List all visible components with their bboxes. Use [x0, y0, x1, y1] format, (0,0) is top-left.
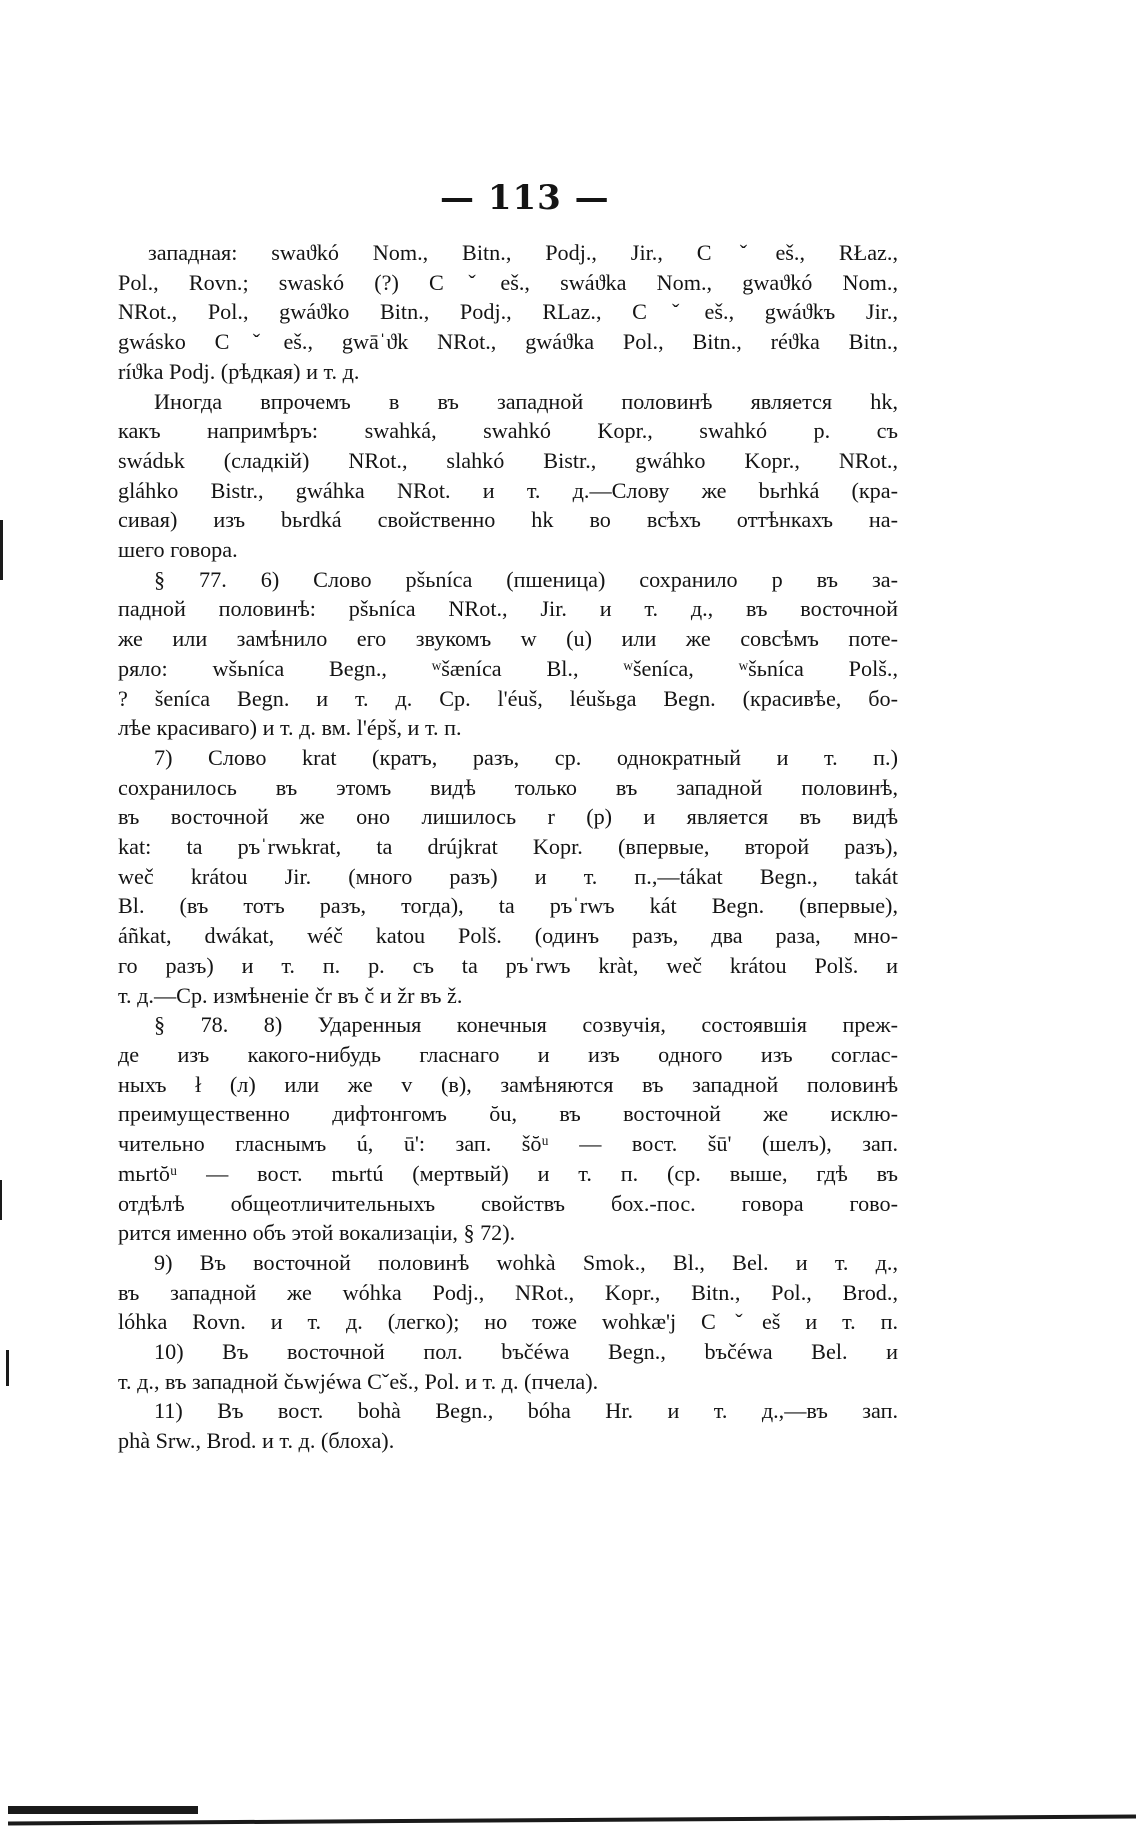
text-line: kat: ta pъˈrwьkrat, ta drújkrat Kopr. (впервые, второй разъ),: [118, 834, 898, 860]
text-line: ряло: wšьníca Begn., ʷšæníca Bl., ʷšeníca, ʷšьníca Polš.,: [118, 655, 898, 681]
text-line: áñkat, dwákat, wéč katou Polš. (одинъ разъ, два раза, мно-: [118, 923, 898, 949]
text-line: Pol., Rovn.; swaskó (?) Cˇeš., swáϑka Nom., gwaϑkó Nom.,: [118, 269, 898, 295]
text-line: сивая) изъ bьrdká свойственно hk во всѣхъ оттѣнкахъ на-: [118, 507, 898, 533]
scan-edge-mark: [0, 520, 3, 580]
text-line: § 77. 6) Слово pšьníca (пшеница) сохранило p въ за-: [154, 566, 898, 592]
text-line: преимущественно дифтонгомъ ŏu, въ восточной же исклю-: [118, 1101, 898, 1127]
body-text: [118, 238, 898, 1456]
text-line: ríϑka Podj. (рѣдкая) и т. д.: [118, 358, 360, 384]
text-line: шего говора.: [118, 537, 238, 563]
text-line: Bl. (въ тотъ разъ, тогда), ta pъˈrwъ kát Begn. (впервые),: [118, 893, 898, 919]
scan-bottom-rule: [8, 1815, 1136, 1826]
text-line: рится именно объ этой вокализаціи, § 72).: [118, 1220, 516, 1246]
text-line: въ западной же wóhka Podj., NRot., Kopr., Bitn., Pol., Brod.,: [118, 1279, 898, 1305]
text-line: weč krátou Jir. (много разъ) и т. п.,—tákat Begn., takát: [118, 863, 898, 889]
text-line: 10) Въ восточной пол. bъčéwa Begn., bъčéwa Bel. и: [154, 1339, 898, 1365]
text-line: lóhka Rovn. и т. д. (легко); но тоже wohkæ'j Cˇeš и т. п.: [118, 1309, 898, 1335]
text-line: gláhko Bistr., gwáhka NRot. и т. д.—Слову же bьrhká (кра-: [118, 477, 898, 503]
text-line: отдѣлѣ общеотличительныхъ свойствъ бох.-пос. говора гово-: [118, 1190, 898, 1216]
text-line: въ восточной же оно лишилось r (р) и является въ видѣ: [118, 804, 898, 830]
text-line: swádьk (сладкій) NRot., slahkó Bistr., gwáhko Kopr., NRot.,: [118, 447, 898, 473]
text-line: сохранилось въ этомъ видѣ только въ западной половинѣ,: [118, 774, 898, 800]
text-line: чительно гласнымъ ú, ū': зап. šŏᵘ — вост. šū' (шелъ), зап.: [118, 1131, 898, 1157]
page-number: — 113 —: [440, 178, 610, 218]
text-line: phà Srw., Brod. и т. д. (блоха).: [118, 1428, 395, 1454]
text-line: § 78. 8) Ударенныя конечныя созвучія, состоявшія преж-: [154, 1012, 898, 1038]
text-line: ныхъ ł (л) или же v (в), замѣняются въ западной половинѣ: [118, 1071, 898, 1097]
text-line: Иногда впрочемъ в въ западной половинѣ является hk,: [154, 388, 898, 414]
scan-edge-mark: [6, 1350, 9, 1386]
scan-bottom-edge: [8, 1806, 198, 1814]
text-line: де изъ какого-нибудь гласнаго и изъ одного изъ соглас-: [118, 1041, 898, 1067]
text-line: mьrtŏᵘ — вост. mьrtú (мертвый) и т. п. (ср. выше, гдѣ въ: [118, 1160, 898, 1186]
text-line: 9) Въ восточной половинѣ wohkà Smok., Bl., Bel. и т. д.,: [154, 1249, 898, 1275]
text-line: gwásko Cˇeš., gwāˈϑk NRot., gwáϑka Pol., Bitn., réϑka Bitn.,: [118, 329, 898, 355]
text-line: т. д.—Ср. измѣненіе čr въ č и žr въ ž.: [118, 982, 463, 1008]
text-line: западная: swaϑkó Nom., Bitn., Podj., Jir., Cˇeš., RŁaz.,: [148, 240, 898, 265]
text-line: ? šeníca Begn. и т. д. Ср. l'éuš, léušьga Begn. (красивѣе, бо-: [118, 685, 898, 711]
text-line: какъ напримѣръ: swahká, swahkó Kopr., swahkó р. съ: [118, 418, 898, 444]
text-line: падной половинѣ: pšьníca NRot., Jir. и т. д., въ восточной: [118, 596, 898, 622]
text-line: т. д., въ западной čьwjéwa Cˇeš., Pol. и т. д. (пчела).: [118, 1368, 599, 1394]
text-line: NRot., Pol., gwáϑko Bitn., Podj., RLaz., Cˇeš., gwáϑkъ Jir.,: [118, 299, 898, 325]
text-line: го разъ) и т. п. р. съ ta pъˈrwъ kràt, weč krátou Polš. и: [118, 952, 898, 978]
text-line: же или замѣнило его звукомъ w (u) или же совсѣмъ поте-: [118, 626, 898, 652]
scan-edge-mark: [0, 1180, 2, 1220]
text-line: лѣе красиваго) и т. д. вм. l'épš, и т. п.: [118, 715, 462, 741]
text-line: 11) Въ вост. bohà Begn., bóha Hr. и т. д.,—въ зап.: [154, 1398, 898, 1424]
text-line: 7) Слово krat (кратъ, разъ, ср. однократный и т. п.): [154, 744, 898, 770]
